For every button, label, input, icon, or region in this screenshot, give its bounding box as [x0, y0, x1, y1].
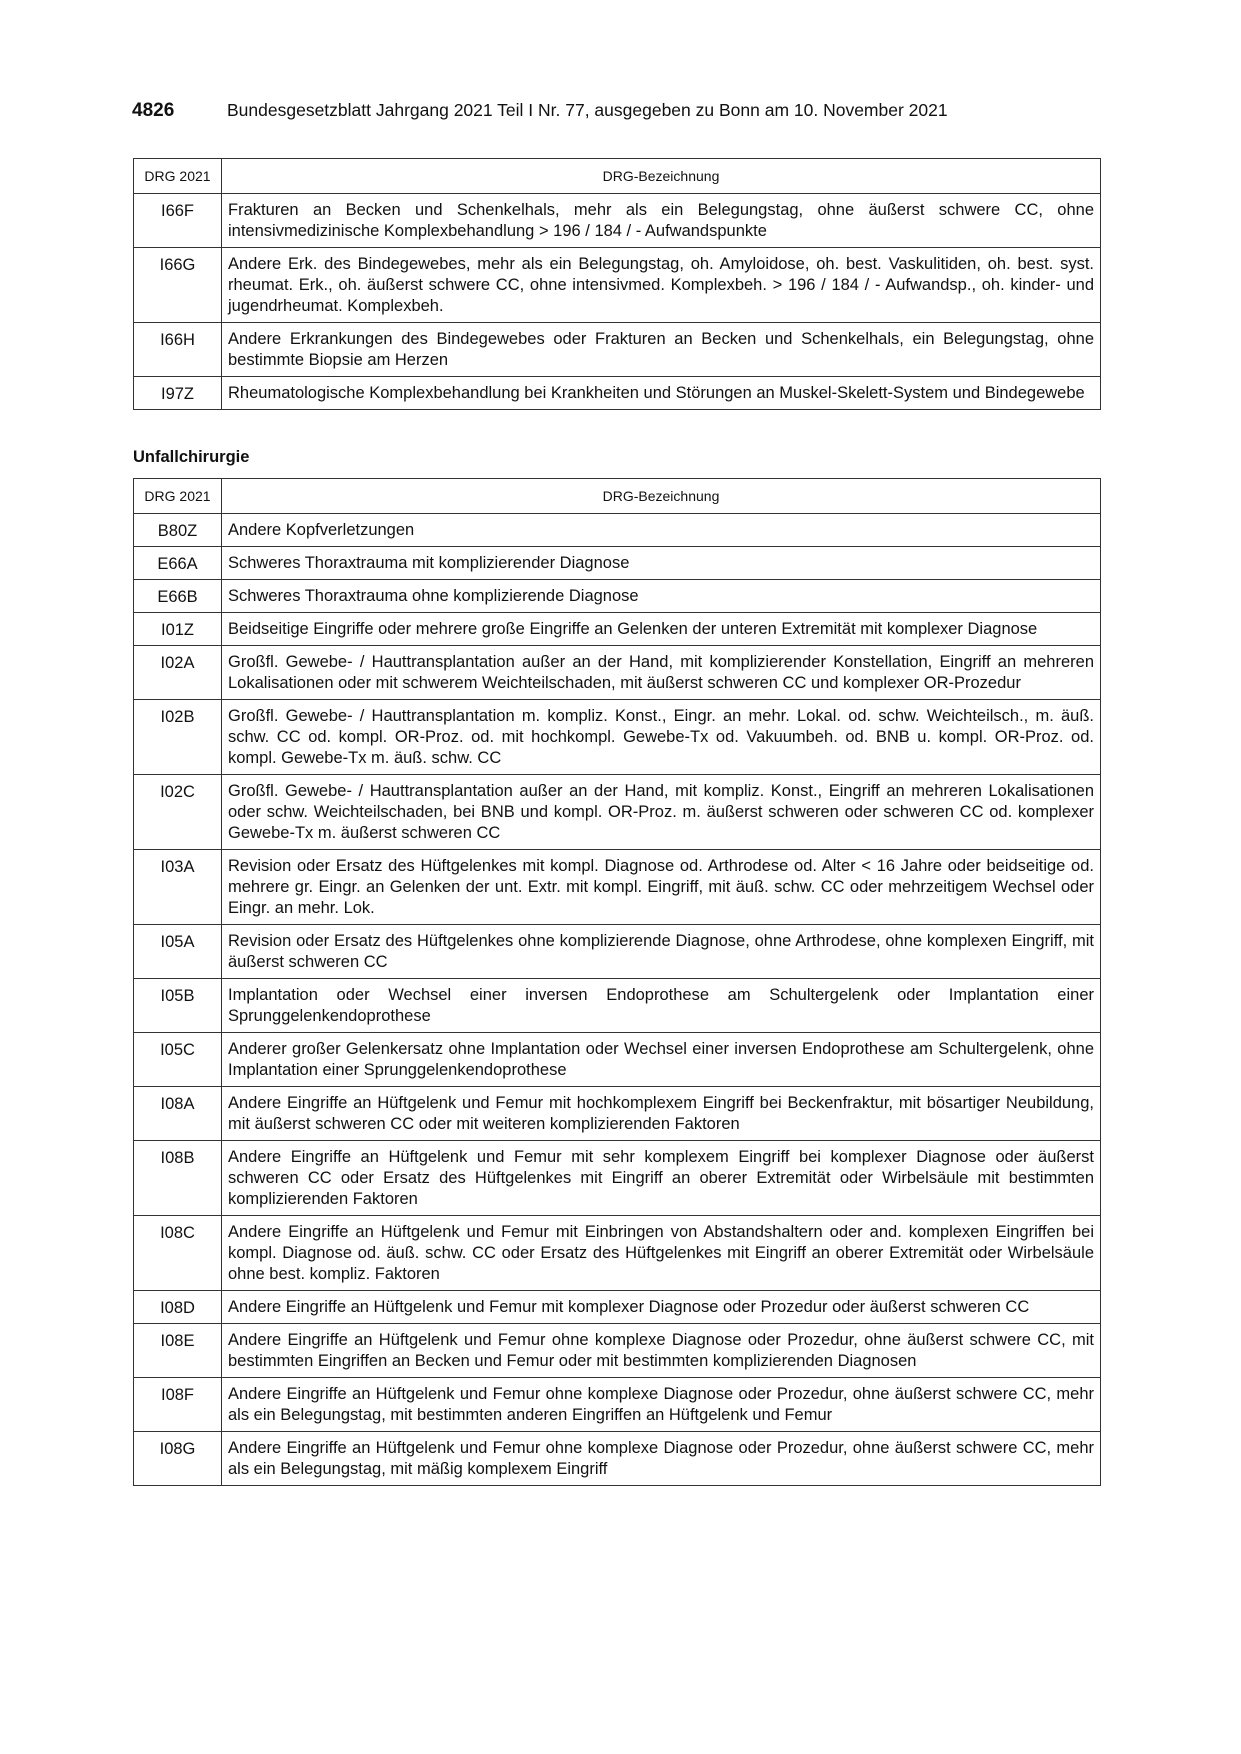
table-row: [134, 646, 1101, 700]
table-header-row: [134, 479, 1101, 514]
drg-code: I02B: [134, 700, 222, 775]
table-header-row: [134, 159, 1101, 194]
table-row: [134, 377, 1101, 410]
drg-description: Beidseitige Eingriffe oder mehrere große Eingriffe an Gelenken der unteren Extremität mit komplexer Diagnose: [222, 613, 1101, 646]
drg-description: Revision oder Ersatz des Hüftgelenkes ohne komplizierende Diagnose, ohne Arthrodese, ohne komplexen Eingriff, mit äußerst schweren CC: [222, 925, 1101, 979]
publication-title: Bundesgesetzblatt Jahrgang 2021 Teil I Nr. 77, ausgegeben zu Bonn am 10. November 2021: [227, 100, 948, 120]
drg-code: I08A: [134, 1087, 222, 1141]
drg-code: I66F: [134, 194, 222, 248]
drg-code: I01Z: [134, 613, 222, 646]
drg-code: I05B: [134, 979, 222, 1033]
drg-description: Andere Erk. des Bindegewebes, mehr als ein Belegungstag, oh. Amyloidose, oh. best. Vaskulitiden, oh. best. syst. rheumat. Erk., oh. äußerst schwere CC, ohne intensivmed. Komplexbeh. > 196 / 184 / - Aufwandsp., oh. kinder- und jugendrheumat. Komplexbeh.: [222, 248, 1101, 323]
drg-description: Frakturen an Becken und Schenkelhals, mehr als ein Belegungstag, ohne äußerst schwere CC, ohne intensivmedizinische Komplexbehandlung > 196 / 184 / - Aufwandspunkte: [222, 194, 1101, 248]
drg-code: E66A: [134, 547, 222, 580]
table-row: [134, 547, 1101, 580]
table-row: [134, 1216, 1101, 1291]
table-body: [134, 194, 1101, 410]
table-row: [134, 1432, 1101, 1486]
drg-description: Andere Erkrankungen des Bindegewebes oder Frakturen an Becken und Schenkelhals, ein Belegungstag, ohne bestimmte Biopsie am Herzen: [222, 323, 1101, 377]
drg-description: Andere Eingriffe an Hüftgelenk und Femur ohne komplexe Diagnose oder Prozedur, ohne äußerst schwere CC, mehr als ein Belegungstag, mit bestimmten anderen Eingriffen an Hüftgelenk und Femur: [222, 1378, 1101, 1432]
drg-code: E66B: [134, 580, 222, 613]
table-row: [134, 1087, 1101, 1141]
drg-code: I66H: [134, 323, 222, 377]
table-row: [134, 1324, 1101, 1378]
table-row: [134, 1378, 1101, 1432]
table-row: [134, 613, 1101, 646]
page-number: 4826: [132, 100, 175, 121]
table-row: [134, 1141, 1101, 1216]
table-row: [134, 248, 1101, 323]
drg-description: Schweres Thoraxtrauma mit komplizierender Diagnose: [222, 547, 1101, 580]
page-header: [132, 100, 1112, 122]
drg-description: Großfl. Gewebe- / Hauttransplantation m. kompliz. Konst., Eingr. an mehr. Lokal. od. schw. Weichteilsch., m. äuß. schw. CC od. kompl. OR-Proz. od. mit hochkompl. Gewebe-Tx od. Vakuumbeh. od. BNB u. kompl. OR-Proz. od. kompl. Gewebe-Tx m. äuß. schw. CC: [222, 700, 1101, 775]
drg-code: I02A: [134, 646, 222, 700]
table-row: [134, 925, 1101, 979]
drg-description: Andere Eingriffe an Hüftgelenk und Femur mit hochkomplexem Eingriff bei Beckenfraktur, mit bösartiger Neubildung, mit äußerst schweren CC oder mit weiteren komplizierenden Faktoren: [222, 1087, 1101, 1141]
drg-description: Andere Eingriffe an Hüftgelenk und Femur ohne komplexe Diagnose oder Prozedur, ohne äußerst schwere CC, mit bestimmten Eingriffen an Becken und Femur oder mit bestimmten komplizierenden Diagnosen: [222, 1324, 1101, 1378]
column-header-description: DRG-Bezeichnung: [222, 479, 1101, 514]
drg-code: I08D: [134, 1291, 222, 1324]
drg-description: Implantation oder Wechsel einer inversen Endoprothese am Schultergelenk oder Implantation einer Sprunggelenkendoprothese: [222, 979, 1101, 1033]
table-row: [134, 580, 1101, 613]
table-row: [134, 979, 1101, 1033]
drg-description: Großfl. Gewebe- / Hauttransplantation außer an der Hand, mit komplizierender Konstellation, Eingriff an mehreren Lokalisationen oder mit schwerem Weichteilschaden, mit äußerst schweren CC und komplexer OR-Prozedur: [222, 646, 1101, 700]
drg-code: B80Z: [134, 514, 222, 547]
table-row: [134, 775, 1101, 850]
drg-description: Andere Eingriffe an Hüftgelenk und Femur mit Einbringen von Abstandshaltern oder and. komplexen Eingriffen bei kompl. Diagnose od. äuß. schw. CC oder Ersatz des Hüftgelenkes mit Eingriff an oberer Extremität oder Wirbelsäule ohne best. kompliz. Faktoren: [222, 1216, 1101, 1291]
drg-code: I97Z: [134, 377, 222, 410]
drg-code: I08C: [134, 1216, 222, 1291]
drg-description: Schweres Thoraxtrauma ohne komplizierende Diagnose: [222, 580, 1101, 613]
drg-description: Großfl. Gewebe- / Hauttransplantation außer an der Hand, mit kompliz. Konst., Eingriff an mehreren Lokalisationen oder schw. Weichteilschaden, bei BNB und kompl. OR-Proz. m. äußerst schweren oder schweren CC od. komplexer Gewebe-Tx m. äußerst schweren CC: [222, 775, 1101, 850]
drg-code: I08E: [134, 1324, 222, 1378]
table-row: [134, 700, 1101, 775]
drg-table-1: [133, 158, 1101, 410]
drg-description: Rheumatologische Komplexbehandlung bei Krankheiten und Störungen an Muskel-Skelett-System und Bindegewebe: [222, 377, 1101, 410]
drg-table-2: [133, 478, 1101, 1486]
drg-description: Anderer großer Gelenkersatz ohne Implantation oder Wechsel einer inversen Endoprothese am Schultergelenk, ohne Implantation einer Sprunggelenkendoprothese: [222, 1033, 1101, 1087]
table-row: [134, 514, 1101, 547]
drg-code: I05A: [134, 925, 222, 979]
drg-description: Andere Kopfverletzungen: [222, 514, 1101, 547]
table-row: [134, 850, 1101, 925]
section-title: Unfallchirurgie: [133, 448, 250, 466]
drg-description: Andere Eingriffe an Hüftgelenk und Femur ohne komplexe Diagnose oder Prozedur, ohne äußerst schwere CC, mehr als ein Belegungstag, mit mäßig komplexem Eingriff: [222, 1432, 1101, 1486]
drg-code: I66G: [134, 248, 222, 323]
column-header-code: DRG 2021: [134, 159, 222, 194]
drg-description: Andere Eingriffe an Hüftgelenk und Femur mit komplexer Diagnose oder Prozedur oder äußerst schweren CC: [222, 1291, 1101, 1324]
table-row: [134, 1033, 1101, 1087]
table-row: [134, 1291, 1101, 1324]
column-header-code: DRG 2021: [134, 479, 222, 514]
drg-code: I08F: [134, 1378, 222, 1432]
table-row: [134, 323, 1101, 377]
drg-code: I03A: [134, 850, 222, 925]
drg-description: Andere Eingriffe an Hüftgelenk und Femur mit sehr komplexem Eingriff bei komplexer Diagnose oder äußerst schweren CC oder Ersatz des Hüftgelenkes mit Eingriff an oberer Extremität oder Wirbelsäule mit bestimmten komplizierenden Faktoren: [222, 1141, 1101, 1216]
column-header-description: DRG-Bezeichnung: [222, 159, 1101, 194]
drg-code: I02C: [134, 775, 222, 850]
drg-code: I05C: [134, 1033, 222, 1087]
table-body: [134, 514, 1101, 1486]
drg-code: I08B: [134, 1141, 222, 1216]
table-row: [134, 194, 1101, 248]
drg-description: Revision oder Ersatz des Hüftgelenkes mit kompl. Diagnose od. Arthrodese od. Alter < 16 Jahre oder beidseitige od. mehrere gr. Eingr. an Gelenken der unt. Extr. mit kompl. Eingriff, mit äuß. schw. CC oder mehrzeitigem Wechsel oder Eingr. an mehr. Lok.: [222, 850, 1101, 925]
drg-code: I08G: [134, 1432, 222, 1486]
